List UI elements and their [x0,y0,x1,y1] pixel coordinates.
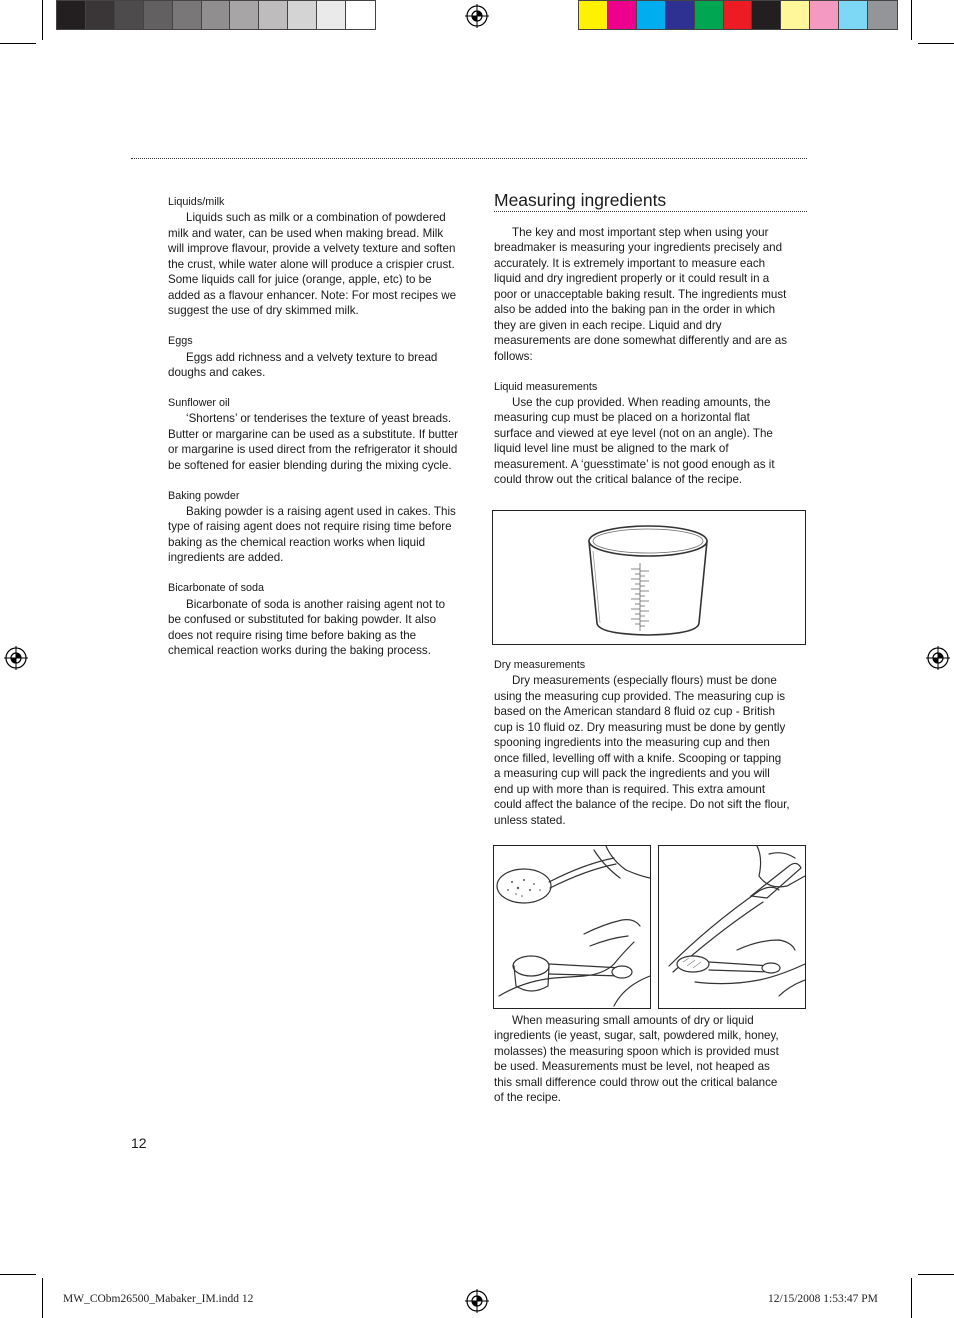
measuring-cup-figure [492,510,806,645]
footer-timestamp: 12/15/2008 1:53:47 PM [768,1293,878,1305]
section-body: Bicarbonate of soda is another raising agent not to be confused or substituted for baking powder. It also does not require rising time before baking as the chemical reaction works during the baking process. [168,597,446,658]
knife-levelling-icon [659,846,805,1008]
color-swatch [868,1,897,29]
small-amounts-paragraph [494,1013,790,1106]
right-column-top [494,225,790,503]
section-title: Measuring ingredients [494,190,667,210]
color-swatch [752,1,781,29]
gray-swatch [173,1,202,29]
gray-swatch [230,1,259,29]
registration-mark-icon [465,1289,489,1313]
section-body: Dry measurements (especially flours) must be done using the measuring cup provided. The measuring cup is based on the American standard 8 fluid oz cup - British cup is 10 fluid oz. Dry measuring must be done by gently spooning ingredients into the measuring cup and then once filled, levelling off with a knife. Scooping or tapping a measuring cup will pack the ingredients and you will end up with more than is required. This extra amount could affect the balance of the recipe. Do not sift the flour, unless stated. [494,674,790,827]
gray-swatch [317,1,346,29]
grayscale-color-bar [56,0,376,30]
section-body: Baking powder is a raising agent used in cakes. This type of raising agent does not require rising time before baking as the chemical reaction works when liquid ingredients are added. [168,505,456,565]
gray-swatch [202,1,231,29]
section-heading: Liquid measurements [494,380,598,393]
crop-mark [42,0,43,40]
gray-swatch [144,1,173,29]
section-liquid-measurements [494,380,790,488]
title-dotted-rule [494,211,807,212]
color-swatch [839,1,868,29]
crop-mark [0,43,36,44]
gray-swatch [57,1,86,29]
small-amounts-text: When measuring small amounts of dry or liquid ingredients (ie yeast, sugar, salt, powdered milk, honey, molasses) the measuring spoon which is provided must be used. Measurements must be level, not heaped as this small difference could throw out the critical balance of the recipe. [494,1014,779,1105]
gray-swatch [115,1,144,29]
gray-swatch [346,1,375,29]
intro-text: The key and most important step when using your breadmaker is measuring your ingredients precisely and accurately. It is extremely important to measure each liquid and dry ingredient properly or it could result in a poor or unacceptable baking result. The ingredients must also be added into the baking pan in the order in which they are given in each recipe. Liquid and dry measurements are done somewhat differently and are as follows: [494,226,788,363]
section-body: Use the cup provided. When reading amounts, the measuring cup must be placed on a horizontal flat surface and viewed at eye level (not on an angle). The liquid level line must be aligned to the mark of measurement. A ‘guesstimate’ is not good enough as it could throw out the critical balance of the recipe. [494,395,775,487]
color-swatch [666,1,695,29]
crop-mark [911,0,912,40]
section-sunflower-oil [168,396,460,473]
left-column [168,195,460,674]
gray-swatch [259,1,288,29]
gray-swatch [86,1,115,29]
levelling-illustration [658,845,806,1009]
section-baking-powder [168,489,460,566]
color-swatch [724,1,753,29]
page-number: 12 [131,1135,147,1151]
section-heading: Sunflower oil [168,396,230,409]
spooning-illustration [493,845,651,1009]
section-heading: Eggs [168,335,193,348]
registration-mark-icon [4,646,28,670]
section-body: Liquids such as milk or a combination of powdered milk and water, can be used when making bread. Milk will improve flavour, provide a velvety texture and soften the crust, while water alone will produce a crispier crust. Some liquids call for juice (orange, apple, etc) to be added as a flavour enhancer. Note: For most recipes we suggest the use of dry skimmed milk. [168,211,457,318]
right-column-middle [494,658,790,843]
section-heading: Dry measurements [494,659,586,671]
crop-mark [911,1278,912,1318]
section-bicarbonate-of-soda [168,581,460,658]
gray-swatch [288,1,317,29]
color-swatch [695,1,724,29]
section-heading: Bicarbonate of soda [168,582,265,595]
footer-file-name: MW_CObm26500_Mabaker_IM.indd 12 [63,1293,254,1305]
section-liquids-milk [168,195,460,319]
crop-mark [42,1278,43,1318]
section-heading: Liquids/milk [168,196,225,208]
color-swatch [781,1,810,29]
section-eggs [168,334,460,380]
crop-mark [918,43,954,44]
section-dry-measurements [494,658,790,828]
crop-mark [918,1274,954,1275]
crop-mark [0,1274,36,1275]
color-swatch [637,1,666,29]
header-dotted-rule [131,158,807,159]
section-heading: Baking powder [168,489,240,502]
intro-paragraph [494,225,790,364]
process-color-bar [578,0,898,30]
section-body: ‘Shortens’ or tenderises the texture of yeast breads. Butter or margarine can be used as a substitute. If butter or margarine is used direct from the refrigerator it should be softened for easier blending during the mixing cycle. [168,412,459,472]
registration-mark-icon [465,4,489,28]
measuring-cup-icon [493,511,805,644]
spoon-and-hand-icon [494,846,650,1008]
right-column-bottom [494,1013,790,1121]
color-swatch [608,1,637,29]
color-swatch [579,1,608,29]
color-swatch [810,1,839,29]
registration-mark-icon [926,646,950,670]
section-body: Eggs add richness and a velvety texture to bread doughs and cakes. [168,350,438,379]
